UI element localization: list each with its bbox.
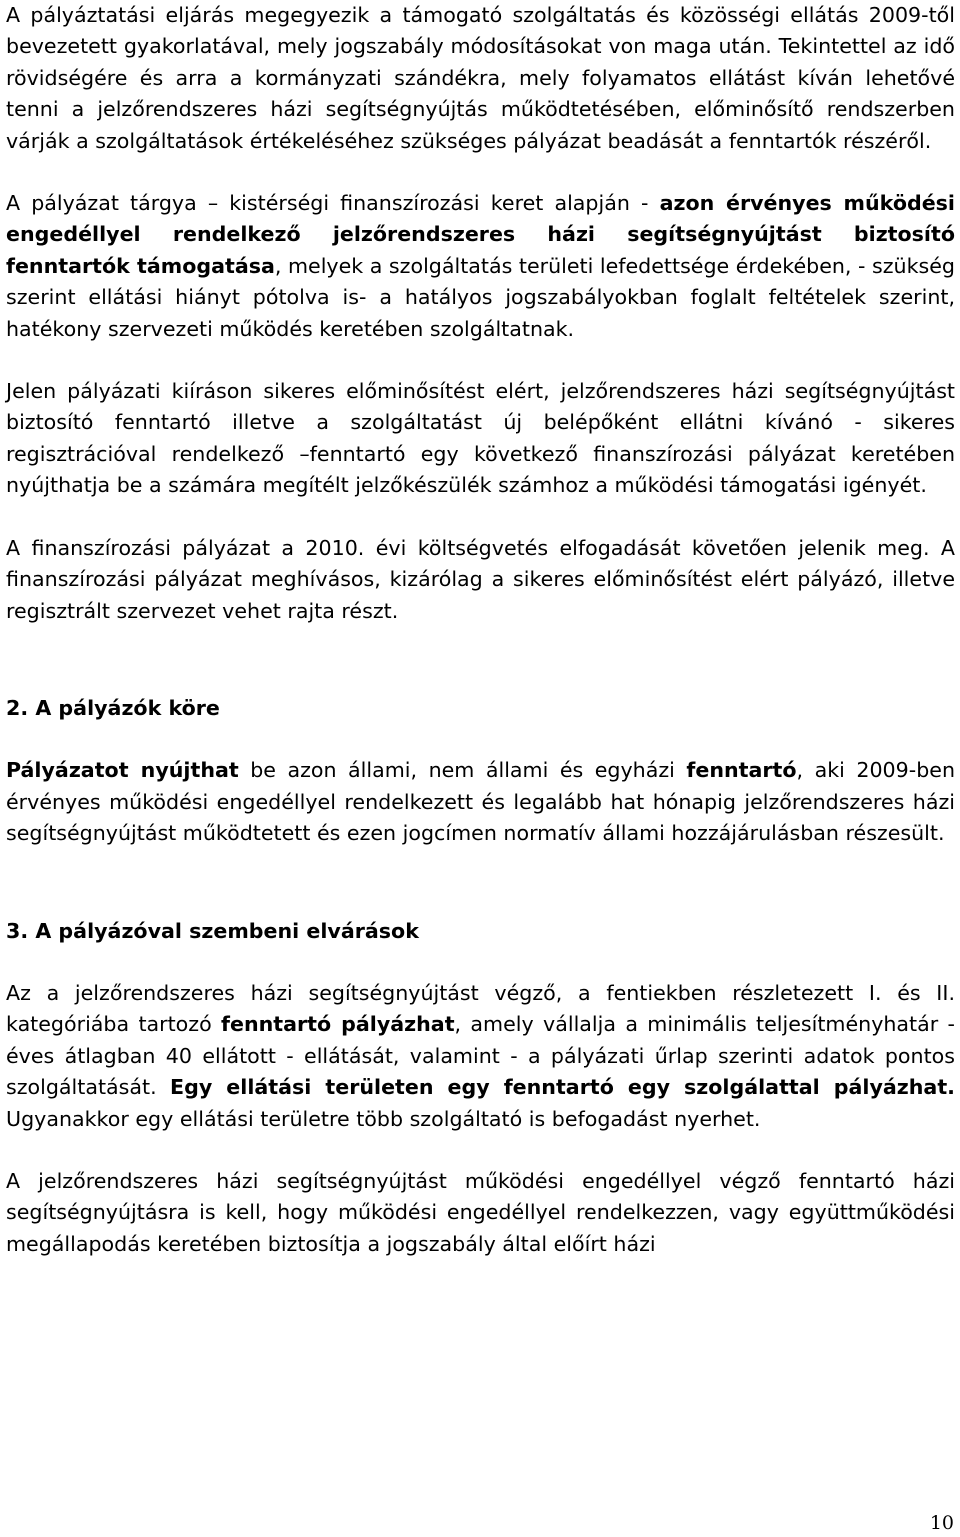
paragraph-gap — [6, 345, 955, 376]
applicants-text-2: , aki 2009-ben érvényes működési engedéllyel rendelkezett és legalább hat hónapig jelzőrendszeres házi segítségnyújtást működtetett és ezen jogcímen normatív állami hozzájárulásban részesült. — [6, 758, 955, 846]
requirements-text-1: Az a jelzőrendszeres házi segítségnyújtást végző, a fentiekben részletezett I. és II. kategóriába tartozó — [6, 980, 955, 1037]
section-gap — [6, 627, 955, 693]
subject-text-bold: azon érvényes működési engedéllyel rendelkező jelzőrendszeres házi segítségnyújtást biztosító fenntartók támogatása — [6, 191, 955, 278]
requirements-text-bold-1: fenntartó pályázhat — [221, 1012, 455, 1037]
applicants-text-bold-1: Pályázatot nyújthat — [6, 758, 239, 783]
applicants-text-bold-2: fenntartó — [686, 758, 797, 783]
paragraph-gap — [6, 947, 955, 978]
section-gap — [6, 850, 955, 916]
applicants-paragraph — [6, 755, 955, 849]
requirements-text-bold-2: Egy ellátási területen egy fenntartó egy szolgálattal pályázhat. — [170, 1075, 955, 1100]
intro-paragraph: A pályáztatási eljárás megegyezik a támogató szolgáltatás és közösségi ellátás 2009-től bevezetett gyakorlatával, mely jogszabály módosításokat von maga után. Tekintettel az idő rövidségére és arra a kormányzati szándékra, mely folyamatos ellátást kíván lehetővé tenni a jelzőrendszeres házi segítségnyújtás működtetésében, előminősítő rendszerben várják a szolgáltatások értékeléséhez szükséges pályázat beadását a fenntartók részéről. — [6, 3, 955, 153]
subject-paragraph — [6, 188, 955, 345]
requirements-text-2: , amely vállalja a minimális teljesítményhatár - éves átlagban 40 ellátott - ellátását, valamint - a pályázati űrlap szerinti adatok pontos szolgáltatását. — [6, 1012, 955, 1100]
requirements-paragraph — [6, 978, 955, 1135]
subject-text-start: A pályázat tárgya – kistérségi finanszírozási keret alapján - — [6, 191, 660, 216]
paragraph-gap — [6, 724, 955, 755]
page-number: 10 — [929, 1512, 954, 1534]
financing-paragraph: A finanszírozási pályázat a 2010. évi költségvetés elfogadását követően jelenik meg. A finanszírozási pályázat meghívásos, kizárólag a sikeres előminősítést elért pályázó, illetve regisztrált szervezet vehet rajta részt. — [6, 535, 955, 623]
license-paragraph: A jelzőrendszeres házi segítségnyújtást működési engedéllyel végző fenntartó házi segítségnyújtásra is kell, hogy működési engedéllyel rendelkezzen, vagy együttműködési megállapodás keretében biztosítja a jogszabály által előírt házi — [6, 1168, 955, 1256]
paragraph-gap — [6, 1135, 955, 1166]
document-page — [6, 0, 955, 1260]
paragraph-gap — [6, 502, 955, 533]
requirements-text-3: Ugyanakkor egy ellátási területre több szolgáltató is befogadást nyerhet. — [6, 1106, 761, 1131]
applicants-text-1: be azon állami, nem állami és egyházi — [238, 758, 687, 783]
section-2-heading: 2. A pályázók köre — [6, 695, 220, 720]
preclassification-paragraph: Jelen pályázati kiíráson sikeres előminősítést elért, jelzőrendszeres házi segítségnyújtást biztosító fenntartó illetve a szolgáltatást új belépőként ellátni kívánó - sikeres regisztrációval rendelkező –fenntartó egy következő finanszírozási pályázat keretében nyújthatja be a számára megítélt jelzőkészülék számhoz a működési támogatási igényét. — [6, 379, 955, 498]
subject-text-end: , melyek a szolgáltatás területi lefedettsége érdekében, - szükség szerint ellátási hiányt pótolva is- a hatályos jogszabályokban foglalt feltételek szerint, hatékony szervezeti működés keretében szolgáltatnak. — [6, 253, 955, 341]
paragraph-gap — [6, 157, 955, 188]
section-3-heading: 3. A pályázóval szembeni elvárások — [6, 918, 419, 943]
